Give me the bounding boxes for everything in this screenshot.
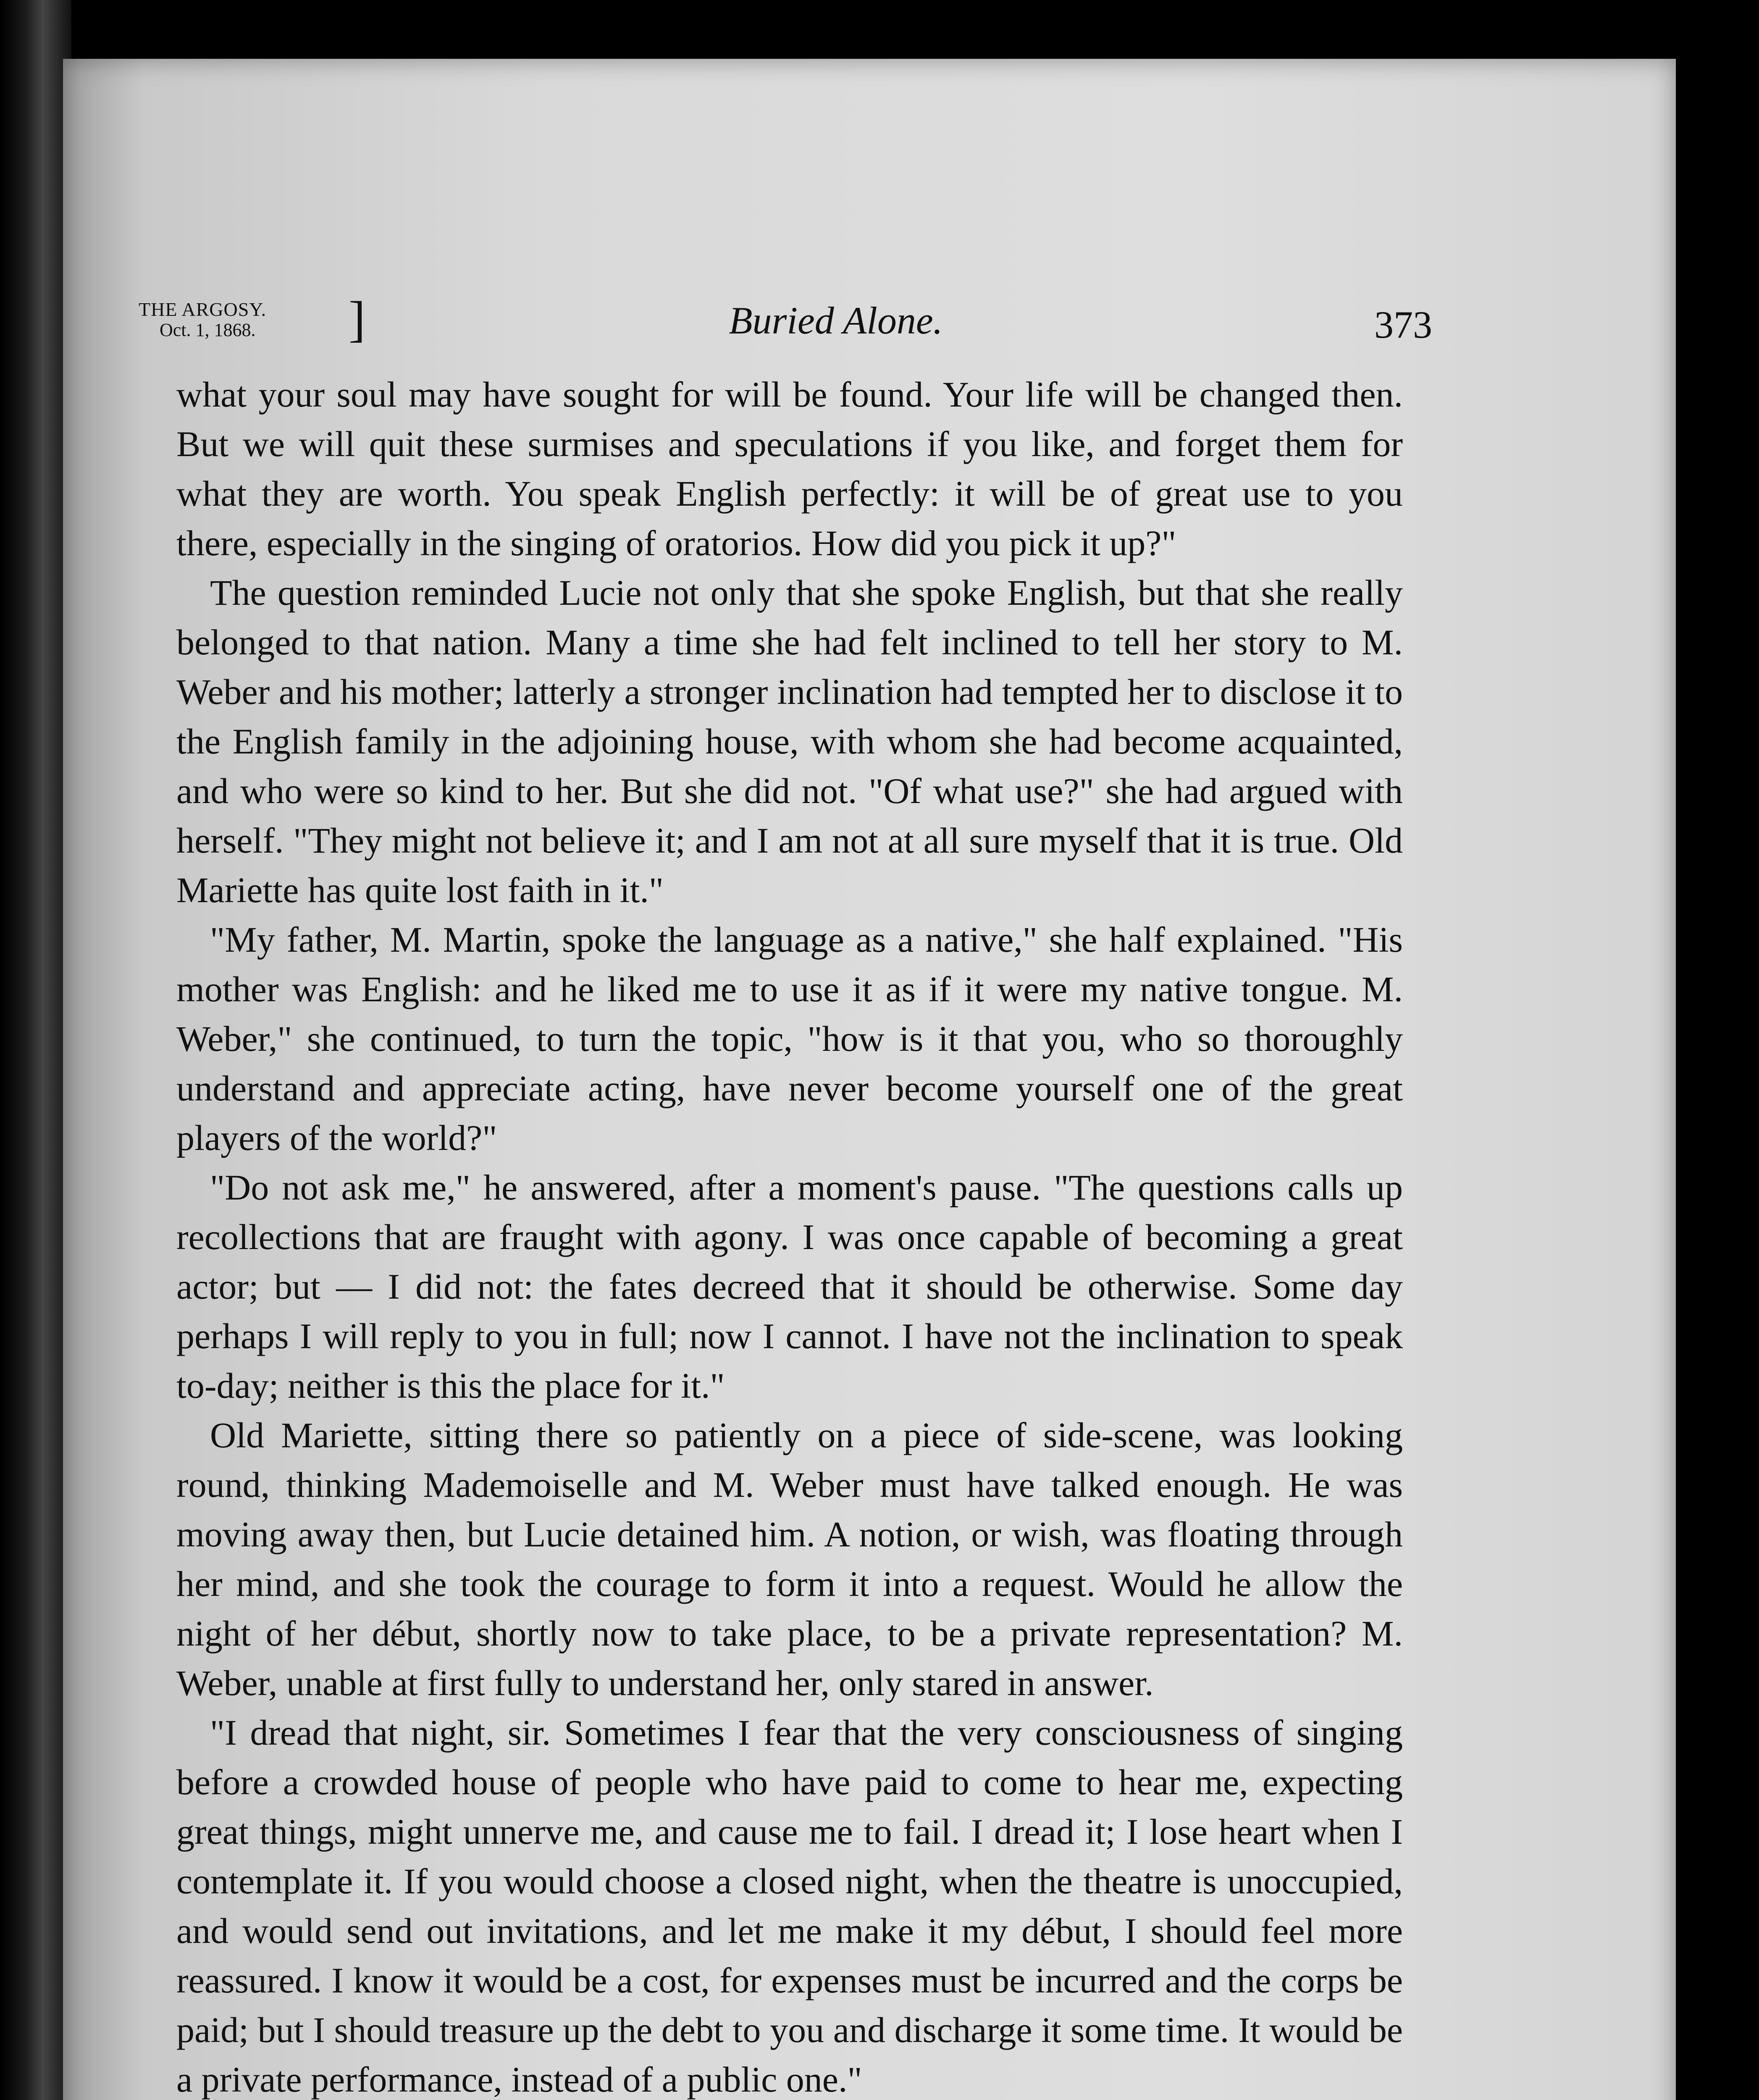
paragraph: "I dread that night, sir. Sometimes I fear that the very consciousness of singing before a crowded house of people who have paid to come to hear me, expecting great things, might unnerve me, and cause me to fail. I dread it; I lose heart when I contemplate it. If you would choose a closed night, when the theatre is unoccupied, and would send out invitations, and let me make it my début, I should feel more reassured. I know it would be a cost, for expenses must be incurred and the corps be paid; but I should treasure up the debt to you and discharge it some time. It would be a private performance, instead of a public one." bbox=[176, 1712, 1403, 2100]
running-head bbox=[139, 291, 1432, 357]
paragraph: The question reminded Lucie not only that she spoke English, but that she really belonged to that nation. Many a time she had felt inclined to tell her story to M. Weber and his mother; latterly a stronger inclination had tempted her to disclose it to the English family in the adjoining house, with whom she had become acquainted, and who were so kind to her. But she did not. "Of what use?" she had argued with herself. "They might not believe it; and I am not at all sure myself that it is true. Old Mariette has quite lost faith in it." bbox=[176, 572, 1403, 910]
paragraph: what your soul may have sought for will be found. Your life will be changed then. But we will quit these surmises and speculations if you like, and forget them for what they are worth. You speak English perfectly: it will be of great use to you there, especially in the singing of oratorios. How did you pick it up?" bbox=[176, 374, 1403, 563]
paragraph: Old Mariette, sitting there so patiently on a piece of side-scene, was looking round, thinking Mademoiselle and M. Weber must have talked enough. He was moving away then, but Lucie detained him. A notion, or wish, was floating through her mind, and she took the courage to form it into a request. Would he allow the night of her début, shortly now to take place, to be a private representation? M. Weber, unable at first fully to understand her, only stared in answer. bbox=[176, 1415, 1403, 1703]
page-number: 373 bbox=[1374, 303, 1432, 346]
paragraph: "Do not ask me," he answered, after a moment's pause. "The questions calls up recollections that are fraught with agony. I was once capable of becoming a great actor; but — I did not: the fates decreed that it should be otherwise. Some day perhaps I will reply to you in full; now I cannot. I have not the inclination to speak to-day; neither is this the place for it." bbox=[176, 1167, 1403, 1406]
magazine-citation bbox=[139, 291, 374, 357]
body-text bbox=[176, 370, 1403, 2100]
paragraph: "My father, M. Martin, spoke the language as a native," she half explained. "His mother was English: and he liked me to use it as if it were my native tongue. M. Weber," she continued, to turn the topic, "how is it that you, who so thoroughly understand and appreciate acting, have never become yourself one of the great players of the world?" bbox=[176, 919, 1403, 1158]
magazine-name: THE ARGOSY. bbox=[139, 299, 267, 320]
chapter-title: Buried Alone. bbox=[729, 299, 943, 342]
book-binding-edge bbox=[0, 0, 71, 2100]
issue-date: Oct. 1, 1868. bbox=[160, 320, 256, 340]
citation-bracket: ] bbox=[349, 291, 365, 347]
